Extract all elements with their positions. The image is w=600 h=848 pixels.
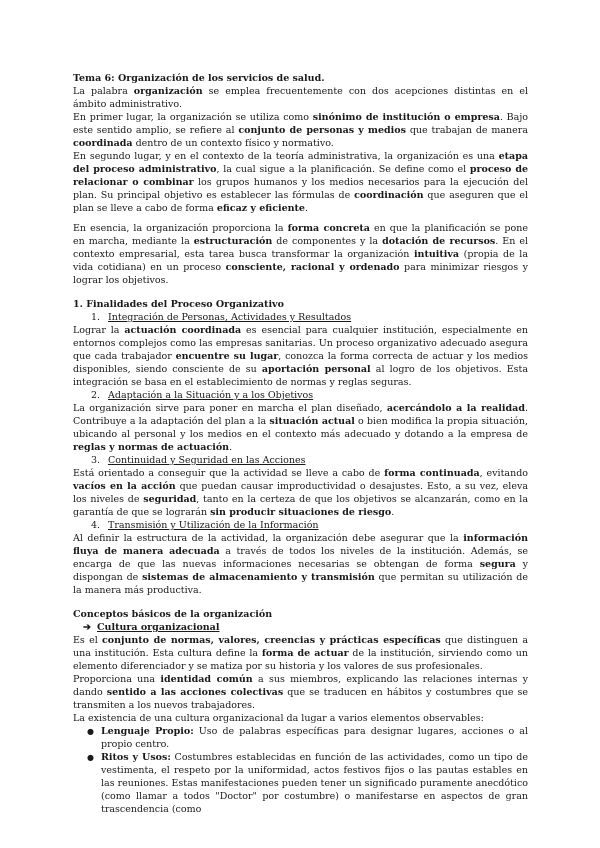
bold-term: eficaz y eficiente (216, 203, 305, 214)
bold-term: identidad común (160, 674, 253, 685)
item-title: Continuidad y Seguridad en las Acciones (108, 455, 306, 466)
bold-term: información fluya de manera adecuada (73, 533, 528, 557)
bold-term: segura (479, 559, 516, 570)
document-page (73, 72, 528, 816)
section-conceptos (73, 608, 528, 816)
cultura-paragraphs (73, 634, 528, 725)
item-title: Adaptación a la Situación y a los Objetivos (108, 390, 314, 401)
paragraph: Es el conjunto de normas, valores, creencias y prácticas específicas que distinguen a una institución. Esta cultura define la forma de actuar de la institución, sirviendo como un elemento diferenciador y se matiza por su historia y los valores de sus profesionales. (73, 635, 528, 672)
bold-term: vacíos en la acción (73, 481, 176, 492)
bold-term: sistemas de almacenamiento y transmisión (142, 572, 375, 583)
finalidades-list (73, 311, 528, 597)
bold-term: sinónimo de institución o empresa (312, 112, 500, 123)
item-title: Transmisión y Utilización de la Información (108, 520, 319, 531)
subsection-title: Cultura organizacional (97, 622, 220, 633)
paragraph: En esencia, la organización proporciona la forma concreta en que la planificación se pone en marcha, mediante la estructuración de componentes y la dotación de recursos. En el contexto empresarial, esta tarea busca transformar la organización intuitiva (propia de la vida cotidiana) en un proceso consciente, racional y ordenado para minimizar riesgos y lograr los objetivos. (73, 223, 529, 286)
paragraph: Proporciona una identidad común a sus miembros, explicando las relaciones internas y dando sentido a las acciones colectivas que se traducen en hábitos y costumbres que se transmiten a los nuevos trabajadores. (73, 674, 529, 711)
bold-term: estructuración (193, 236, 273, 247)
paragraph: Está orientado a conseguir que la actividad se lleve a cabo de forma continuada, evitando vacíos en la acción que puedan causar improductividad o desajustes. Esto, a su vez, eleva los niveles de seguridad, tanto en la certeza de que los objetivos se alcanzarán, como en la garantía de que se lograrán sin producir situaciones de riesgo. (73, 468, 529, 518)
bullet-icon: ● (87, 753, 94, 762)
paragraph: Al definir la estructura de la actividad, la organización debe asegurar que la información fluya de manera adecuada a través de todos los niveles de la institución. Además, se encarga de que las nuevas informaciones necesarias se obtengan de forma segura y dispongan de sistemas de almacenamiento y transmisión que permitan su utilización de la manera más productiva. (73, 533, 529, 596)
bullet-text: Lenguaje Propio: Uso de palabras específicas para designar lugares, acciones o al propio centro. (101, 726, 528, 750)
paragraph: La organización sirve para poner en marcha el plan diseñado, acercándolo a la realidad. Contribuye a la adaptación del plan a la situación actual o bien modifica la propia situación, ubicando al personal y los medios en el contexto más adecuado y dotando a la empresa de reglas y normas de actuación. (73, 403, 528, 453)
list-item (73, 725, 528, 751)
numbered-subheading (73, 389, 528, 402)
bold-term: Ritos y Usos: (101, 752, 171, 763)
bold-term: coordinada (73, 138, 133, 149)
bold-term: organización (133, 86, 203, 97)
bold-term: proceso de relacionar o combinar (73, 164, 529, 188)
item-number: 4. (91, 520, 101, 531)
bold-term: aportación personal (261, 364, 371, 375)
section-finalidades (73, 298, 528, 597)
paragraph: En segundo lugar, y en el contexto de la teoría administrativa, la organización es una etapa del proceso administrativo, la cual sigue a la planificación. Se define como el proceso de relacionar o combinar los grupos humanos y los medios necesarios para la ejecución del plan. Su principal objetivo es establecer las fórmulas de coordinación que aseguren que el plan se lleve a cabo de forma eficaz y eficiente. (73, 151, 529, 214)
bold-term: actuación coordinada (124, 325, 242, 336)
item-number: 2. (91, 390, 101, 401)
bold-term: consciente, racional y ordenado (225, 262, 400, 273)
bold-term: seguridad (143, 494, 197, 505)
list-item (73, 751, 528, 816)
arrow-icon: ➔ (83, 622, 91, 633)
bold-term: forma de actuar (261, 648, 349, 659)
item-title: Integración de Personas, Actividades y Resultados (108, 312, 352, 323)
numbered-subheading (73, 311, 528, 324)
bold-term: conjunto de normas, valores, creencias y prácticas específicas (102, 635, 441, 646)
bold-term: etapa del proceso administrativo (73, 151, 528, 175)
paragraph: La palabra organización se emplea frecuentemente con dos acepciones distintas en el ámbito administrativo. (73, 86, 528, 110)
bold-term: dotación de recursos (382, 236, 496, 247)
numbered-subheading (73, 454, 528, 467)
numbered-subheading (73, 519, 528, 532)
bold-term: Lenguaje Propio: (101, 726, 194, 737)
section-heading: 1. Finalidades del Proceso Organizativo (73, 299, 284, 310)
bold-term: sentido a las acciones colectivas (106, 687, 284, 698)
bullet-icon: ● (87, 727, 94, 736)
bullet-text: Ritos y Usos: Costumbres establecidas en función de las actividades, como un tipo de vestimenta, el respeto por la uniformidad, actos festivos fijos o las pautas estables en las reuniones. Estas manifestaciones pueden tener un significado puramente anecdótico (como llamar a todos "Doctor" por costumbre) o manifestarse en aspectos de gran trascendencia (como (101, 752, 528, 815)
paragraph: La existencia de una cultura organizacional da lugar a varios elementos observables: (73, 713, 484, 724)
item-number: 1. (91, 312, 101, 323)
document-title: Tema 6: Organización de los servicios de salud. (73, 73, 325, 84)
intro-block (73, 85, 528, 287)
bold-term: forma concreta (287, 223, 370, 234)
bold-term: conjunto de personas y medios (238, 125, 406, 136)
bold-term: forma continuada (384, 468, 480, 479)
paragraph: Lograr la actuación coordinada es esencial para cualquier institución, especialmente en entornos complejos como las empresas sanitarias. Un proceso organizativo adecuado asegura que cada trabajador encuentre su lugar, conozca la forma correcta de actuar y los medios disponibles, siendo consciente de su aportación personal al logro de los objetivos. Esta integración se basa en el establecimiento de normas y reglas seguras. (73, 325, 528, 388)
bold-term: coordinación (354, 190, 424, 201)
bold-term: encuentre su lugar (175, 351, 279, 362)
bold-term: situación actual (269, 416, 355, 427)
subsection-cultura (73, 621, 528, 634)
paragraph: En primer lugar, la organización se utiliza como sinónimo de institución o empresa. Bajo este sentido amplio, se refiere al conjunto de personas y medios que trabajan de manera coordinada dentro de un contexto físico y normativo. (73, 112, 529, 149)
bold-term: intuitiva (413, 249, 460, 260)
cultura-bullets (73, 725, 528, 816)
bold-term: acercándolo a la realidad (386, 403, 525, 414)
item-number: 3. (91, 455, 101, 466)
bold-term: reglas y normas de actuación (73, 442, 230, 453)
section-heading: Conceptos básicos de la organización (73, 609, 273, 620)
bold-term: sin producir situaciones de riesgo (210, 507, 392, 518)
